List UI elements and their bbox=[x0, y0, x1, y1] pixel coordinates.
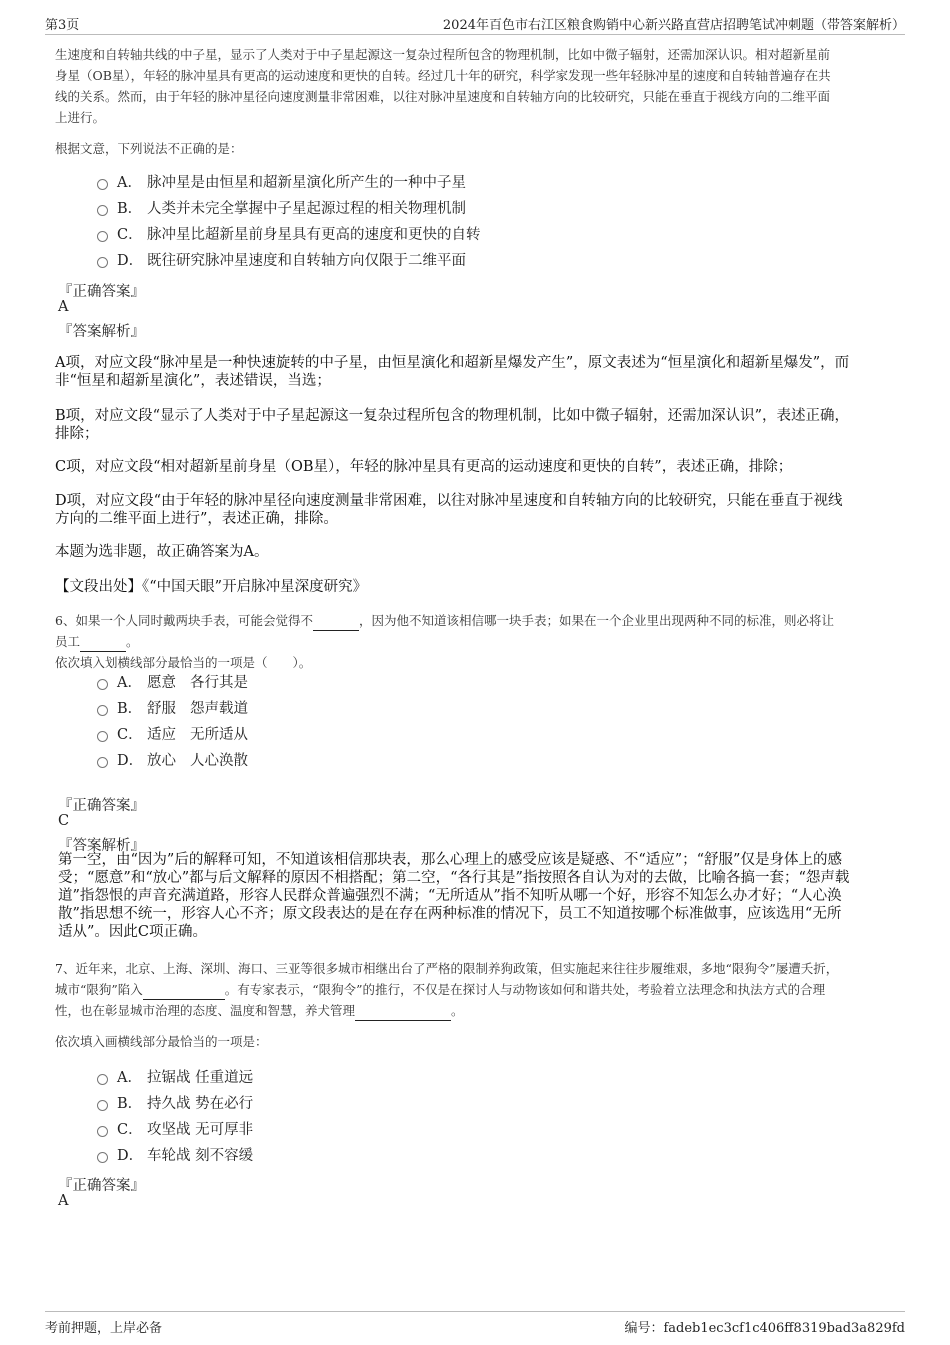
radio-icon[interactable] bbox=[97, 731, 108, 742]
q5-option-a[interactable]: A． 脉冲星是由恒星和超新星演化所产生的一种中子星 bbox=[97, 173, 466, 193]
radio-icon[interactable] bbox=[97, 1126, 108, 1137]
radio-icon[interactable] bbox=[97, 231, 108, 242]
page-footer bbox=[45, 1311, 905, 1336]
q5-analysis-d: D项，对应文段“由于年轻的脉冲星径向速度测量非常困难，以往对脉冲星速度和自转轴方向的比较研究，只能在垂直于视线 方向的二维平面上进行”，表述正确，排除。 bbox=[55, 493, 843, 527]
radio-icon[interactable] bbox=[97, 1100, 108, 1111]
blank-1 bbox=[313, 616, 359, 631]
q5-option-b[interactable]: B． 人类并未完全掌握中子星起源过程的相关物理机制 bbox=[97, 199, 466, 219]
document-title: 2024年百色市右江区粮食购销中心新兴路直营店招聘笔试冲刺题（带答案解析） bbox=[442, 18, 905, 33]
footer-slogan: 考前押题，上岸必备 bbox=[45, 1321, 163, 1336]
page-header bbox=[45, 14, 905, 35]
blank-1 bbox=[143, 985, 225, 1000]
blank-2 bbox=[80, 637, 126, 652]
q5-analysis-a: A项，对应文段“脉冲星是一种快速旋转的中子星，由恒星演化和超新星爆发产生”，原文表述为“恒星演化和超新星爆发”，而 非“恒星和超新星演化”，表述错误，当选； bbox=[55, 355, 850, 389]
q5-analysis-b: B项，对应文段“显示了人类对于中子星起源这一复杂过程所包含的物理机制，比如中微子辐射，还需加深认识”，表述正确， 排除； bbox=[55, 408, 849, 442]
document-id: 编号：fadeb1ec3cf1c406ff8319bad3a829fd bbox=[624, 1321, 905, 1336]
q7-option-b[interactable]: B． 持久战 势在必行 bbox=[97, 1094, 253, 1114]
q6-option-a[interactable]: A． 愿意 各行其是 bbox=[97, 673, 248, 693]
radio-icon[interactable] bbox=[97, 757, 108, 768]
q6-analysis: 第一空，由“因为”后的解释可知，不知道该相信那块表，那么心理上的感受应该是疑惑、不“适应”；“舒服”仅是身体上的感 受；“愿意”和“放心”都与后文解释的原因不相搭配；第二空，“各行其是”指按照各自认为对的去做，比喻各搞一套；“怨声载 道”指怨恨的声音充满道路，形容人民群众普遍强烈不满；“无所适从”指不知听从哪一个好，形容不知怎么办才好；“人心涣 散”指思想不统一，形容人心不齐；原文段表达的是在存在两种标准的情况下，员工不知道按哪个标准做事，应该选用“无所 适从”。因此C项正确。 bbox=[58, 852, 850, 940]
q7-option-d[interactable]: D． 车轮战 刻不容缓 bbox=[97, 1146, 253, 1166]
q7-option-a[interactable]: A． 拉锯战 任重道远 bbox=[97, 1068, 253, 1088]
radio-icon[interactable] bbox=[97, 679, 108, 690]
q7-answer-label: 『正确答案』 bbox=[58, 1178, 145, 1194]
radio-icon[interactable] bbox=[97, 1152, 108, 1163]
q6-option-d[interactable]: D． 放心 人心涣散 bbox=[97, 751, 248, 771]
radio-icon[interactable] bbox=[97, 205, 108, 216]
page-number: 第3页 bbox=[45, 18, 80, 33]
q6-option-c[interactable]: C． 适应 无所适从 bbox=[97, 725, 248, 745]
radio-icon[interactable] bbox=[97, 257, 108, 268]
q6-stem-text: 6、如果一个人同时戴两块手表，可能会觉得不 ，因为他不知道该相信哪一块手表；如果在一个企业里出现两种不同的标准，则必将让 员工 。 依次填入划横线部分最恰当的一项是（ ）。 bbox=[55, 613, 834, 670]
q5-conclusion: 本题为选非题，故正确答案为A。 bbox=[55, 544, 269, 560]
q7-stem: 依次填入画横线部分最恰当的一项是： bbox=[55, 1034, 268, 1049]
radio-icon[interactable] bbox=[97, 179, 108, 190]
q5-answer-label: 『正确答案』 bbox=[58, 284, 145, 300]
q6-option-b[interactable]: B． 舒服 怨声载道 bbox=[97, 699, 248, 719]
q5-option-d[interactable]: D． 既往研究脉冲星速度和自转轴方向仅限于二维平面 bbox=[97, 251, 466, 271]
q7-stem-text: 7、近年来，北京、上海、深圳、海口、三亚等很多城市相继出台了严格的限制养狗政策，但实施起来往往步履维艰，多地“限狗令”屡遭夭折， 城市“限狗”陷入 。有专家表示，“限狗令”的推行，不仅是在探讨人与动物该如何和谐共处，考验着立法理念和执法方式的合理 性，也在彰显城市治理的态度、温度和智慧，养犬管理 。 bbox=[55, 958, 895, 1021]
q5-passage: 生速度和自转轴共线的中子星，显示了人类对于中子星起源这一复杂过程所包含的物理机制，比如中微子辐射，还需加深认识。相对超新星前 身星（OB星），年轻的脉冲星具有更高的运动速度和更快的自转。经过几十年的研究，科学家发现一些年轻脉冲星的速度和自转轴普遍存在共 线的关系。然而，由于年轻的脉冲星径向速度测量非常困难，以往对脉冲星速度和自转轴方向的比较研究，只能在垂直于视线方向的二维平面 上进行。 bbox=[55, 47, 831, 125]
q5-answer: A bbox=[58, 299, 69, 315]
blank-2 bbox=[355, 1006, 451, 1021]
radio-icon[interactable] bbox=[97, 705, 108, 716]
q5-stem: 根据文意，下列说法不正确的是： bbox=[55, 141, 243, 156]
q7-answer: A bbox=[58, 1193, 69, 1209]
q6-answer-label: 『正确答案』 bbox=[58, 798, 145, 814]
q6-answer: C bbox=[58, 813, 70, 829]
radio-icon[interactable] bbox=[97, 1074, 108, 1085]
q5-option-c[interactable]: C． 脉冲星比超新星前身星具有更高的速度和更快的自转 bbox=[97, 225, 481, 245]
q5-analysis-label: 『答案解析』 bbox=[58, 324, 145, 340]
q5-source: 【文段出处】《“中国天眼”开启脉冲星深度研究》 bbox=[55, 579, 368, 595]
q6-analysis-label: 『答案解析』 bbox=[58, 838, 145, 854]
q7-option-c[interactable]: C． 攻坚战 无可厚非 bbox=[97, 1120, 253, 1140]
q5-analysis-c: C项，对应文段“相对超新星前身星（OB星），年轻的脉冲星具有更高的运动速度和更快的自转”，表述正确，排除； bbox=[55, 459, 793, 475]
